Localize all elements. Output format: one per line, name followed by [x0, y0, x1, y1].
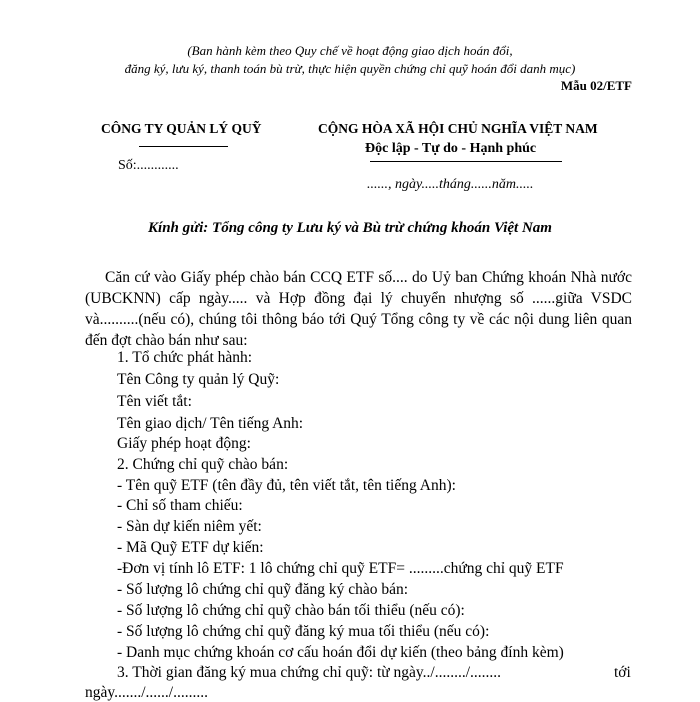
addressee: Kính gửi: Tổng công ty Lưu ký và Bù trừ chứng khoán Việt Nam [148, 220, 552, 236]
document-number: Số:............ [118, 158, 179, 173]
item-lots-min-purchase: - Số lượng lô chứng chỉ quỹ đăng ký mua tối thiểu (nếu có): [117, 623, 490, 640]
item-manager-name: Tên Công ty quản lý Quỹ: [117, 371, 280, 388]
item-lots-minimum: - Số lượng lô chứng chỉ quỹ chào bán tối thiểu (nếu có): [117, 602, 465, 619]
item-english-name: Tên giao dịch/ Tên tiếng Anh: [117, 415, 304, 432]
item-issuer-heading: 1. Tổ chức phát hành: [117, 349, 253, 366]
motto-underline [370, 161, 562, 162]
item-swap-portfolio: - Danh mục chứng khoán cơ cấu hoán đổi dự kiến (theo bảng đính kèm) [117, 644, 564, 661]
header-note-line2: đăng ký, lưu ký, thanh toán bù trừ, thực hiện quyền chứng chỉ quỹ hoán đổi danh mục) [124, 61, 576, 76]
header-note-line1: (Ban hành kèm theo Quy chế về hoạt động giao dịch hoán đổi, [187, 43, 513, 58]
item-listing-exchange: - Sàn dự kiến niêm yết: [117, 518, 262, 535]
company-name: CÔNG TY QUẢN LÝ QUỸ [101, 121, 262, 136]
item-lots-registered: - Số lượng lô chứng chỉ quỹ đăng ký chào bán: [117, 581, 409, 598]
motto: Độc lập - Tự do - Hạnh phúc [365, 141, 537, 156]
nation-title: CỘNG HÒA XÃ HỘI CHỦ NGHĨA VIỆT NAM [318, 121, 598, 136]
intro-paragraph: Căn cứ vào Giấy phép chào bán CCQ ETF số.... do Uỷ ban Chứng khoán Nhà nước (UBCKNN) cấp ngày..... và Hợp đồng đại lý chuyển nhượng số ......giữa VSDC và..........(nếu có), chúng tôi thông báo tới Quý Tổng công ty về các nội dung liên quan đến đợt chào bán như sau: [85, 269, 632, 349]
date-line: ......, ngày.....tháng......năm..... [367, 177, 534, 192]
item-registration-period: 3. Thời gian đăng ký mua chứng chỉ quỹ: từ ngày../......../........ [117, 664, 502, 681]
item-registration-end-word: tới [614, 664, 631, 681]
item-registration-continuation: ngày......./....../......... [85, 684, 208, 701]
item-certificate-heading: 2. Chứng chỉ quỹ chào bán: [117, 456, 289, 473]
item-license: Giấy phép hoạt động: [117, 435, 251, 452]
item-short-name: Tên viết tắt: [117, 393, 192, 410]
item-fund-name: - Tên quỹ ETF (tên đầy đủ, tên viết tắt, tên tiếng Anh): [117, 477, 456, 494]
item-reference-index: - Chỉ số tham chiếu: [117, 497, 243, 514]
item-lot-unit: -Đơn vị tính lô ETF: 1 lô chứng chỉ quỹ ETF= .........chứng chỉ quỹ ETF [117, 560, 564, 577]
form-code: Mẫu 02/ETF [560, 78, 632, 93]
item-fund-code: - Mã Quỹ ETF dự kiến: [117, 539, 264, 556]
company-underline [139, 146, 228, 147]
